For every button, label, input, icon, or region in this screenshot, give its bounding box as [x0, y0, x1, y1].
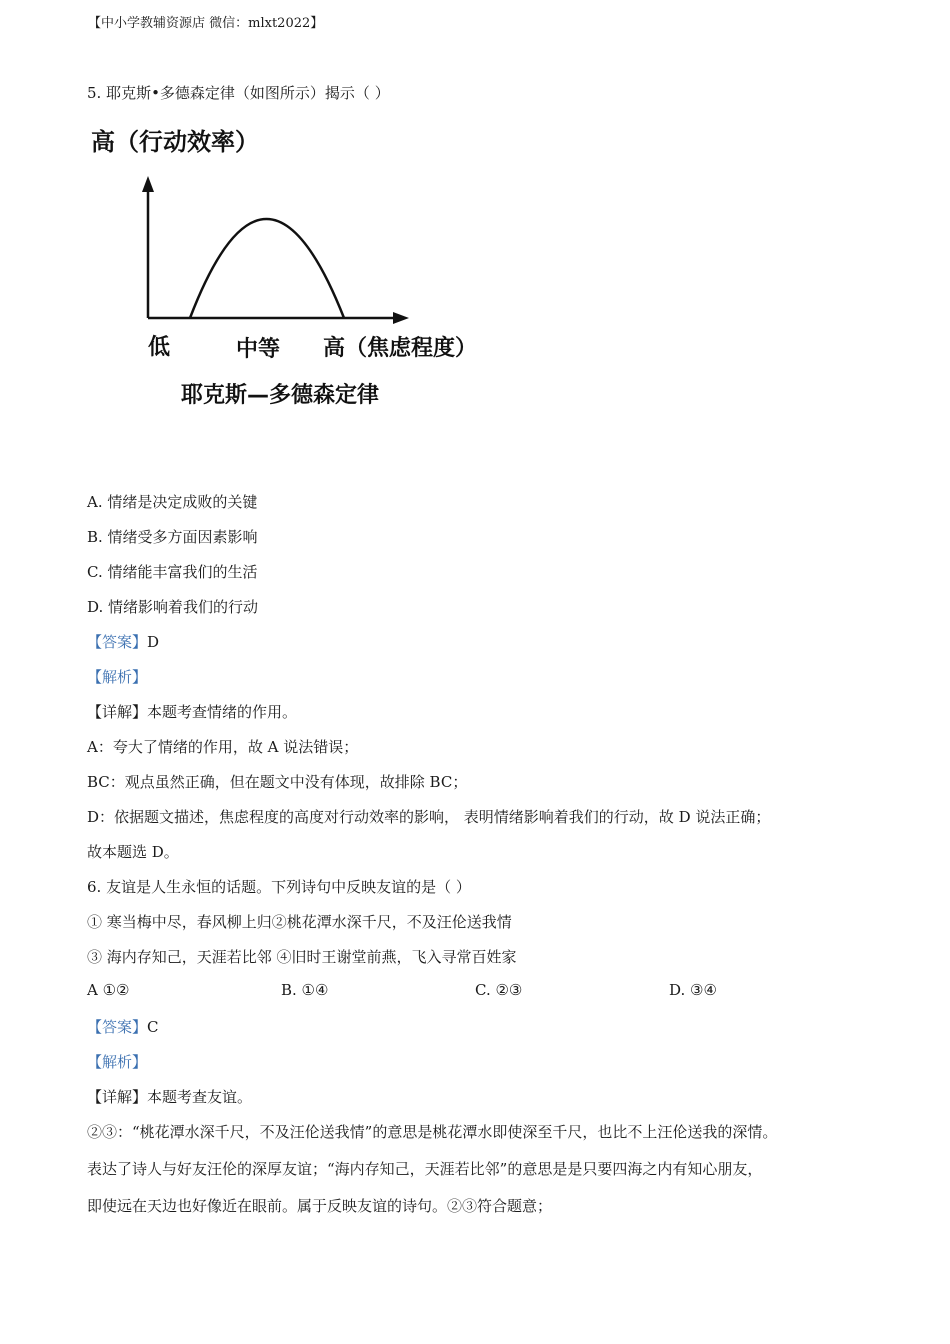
- q5-explanation-line: A：夸大了情绪的作用，故 A 说法错误；: [87, 738, 359, 756]
- question-6-stem: 6. 友谊是人生永恒的话题。下列诗句中反映友谊的是（ ）: [87, 878, 471, 896]
- q5-explanation-line: BC：观点虽然正确，但在题文中没有体现，故排除 BC；: [87, 773, 468, 791]
- q5-option-d: D. 情绪影响着我们的行动: [87, 598, 259, 616]
- answer-tag: 【答案】: [87, 1018, 148, 1036]
- q6-option-a: A ①②: [87, 981, 130, 999]
- figure-y-label: 高（行动效率）: [91, 128, 259, 156]
- q5-detail: 【详解】本题考查情绪的作用。: [87, 703, 298, 721]
- q6-explanation-line: 表达了诗人与好友汪伦的深厚友谊；“海内存知己，天涯若比邻”的意思是是只要四海之内有知心朋友，: [87, 1160, 763, 1178]
- q6-detail: 【详解】本题考查友谊。: [87, 1088, 253, 1106]
- yerkes-dodson-figure: [85, 118, 525, 418]
- q5-analysis-tag: 【解析】: [87, 668, 148, 686]
- q6-option-d: D. ③④: [669, 981, 717, 999]
- q6-option-b: B. ①④: [281, 981, 329, 999]
- answer-value: D: [147, 633, 160, 651]
- q6-poems-line: ① 寒当梅中尽，春风柳上归②桃花潭水深千尺，不及汪伦送我情: [87, 913, 512, 931]
- q6-option-c: C. ②③: [475, 981, 523, 999]
- x-label-low: 低: [148, 335, 171, 360]
- efficiency-curve: [190, 219, 344, 318]
- answer-value: C: [147, 1018, 159, 1036]
- x-axis-arrow: [393, 312, 409, 324]
- q5-explanation-line: D：依据题文描述，焦虑程度的高度对行动效率的影响， 表明情绪影响着我们的行动，故 D 说法正确；: [87, 808, 771, 826]
- q5-answer-line: [87, 631, 159, 652]
- y-axis-arrow: [142, 176, 154, 192]
- q6-answer-line: [87, 1016, 159, 1037]
- q6-explanation-line: ②③：“桃花潭水深千尺，不及汪伦送我情”的意思是桃花潭水即使深至千尺，也比不上汪伦送我的深情。: [87, 1123, 778, 1141]
- question-5-stem: 5. 耶克斯•多德森定律（如图所示）揭示（ ）: [87, 84, 390, 102]
- q5-explanation-line: 故本题选 D。: [87, 843, 179, 861]
- q5-option-c: C. 情绪能丰富我们的生活: [87, 563, 258, 581]
- x-label-mid: 中等: [236, 337, 281, 362]
- x-label-high: 高（焦虑程度）: [323, 336, 478, 361]
- q6-explanation-line: 即使远在天边也好像近在眼前。属于反映友谊的诗句。②③符合题意；: [87, 1197, 553, 1215]
- q5-option-b: B. 情绪受多方面因素影响: [87, 528, 258, 546]
- q6-analysis-tag: 【解析】: [87, 1053, 148, 1071]
- q5-option-a: A. 情绪是决定成败的关键: [87, 493, 258, 511]
- q6-poems-line: ③ 海内存知己，天涯若比邻 ④旧时王谢堂前燕，飞入寻常百姓家: [87, 948, 517, 966]
- figure-caption: 耶克斯—多德森定律: [181, 383, 380, 408]
- page-header: 【中小学教辅资源店 微信：mlxt2022】: [88, 16, 324, 31]
- answer-tag: 【答案】: [87, 633, 148, 651]
